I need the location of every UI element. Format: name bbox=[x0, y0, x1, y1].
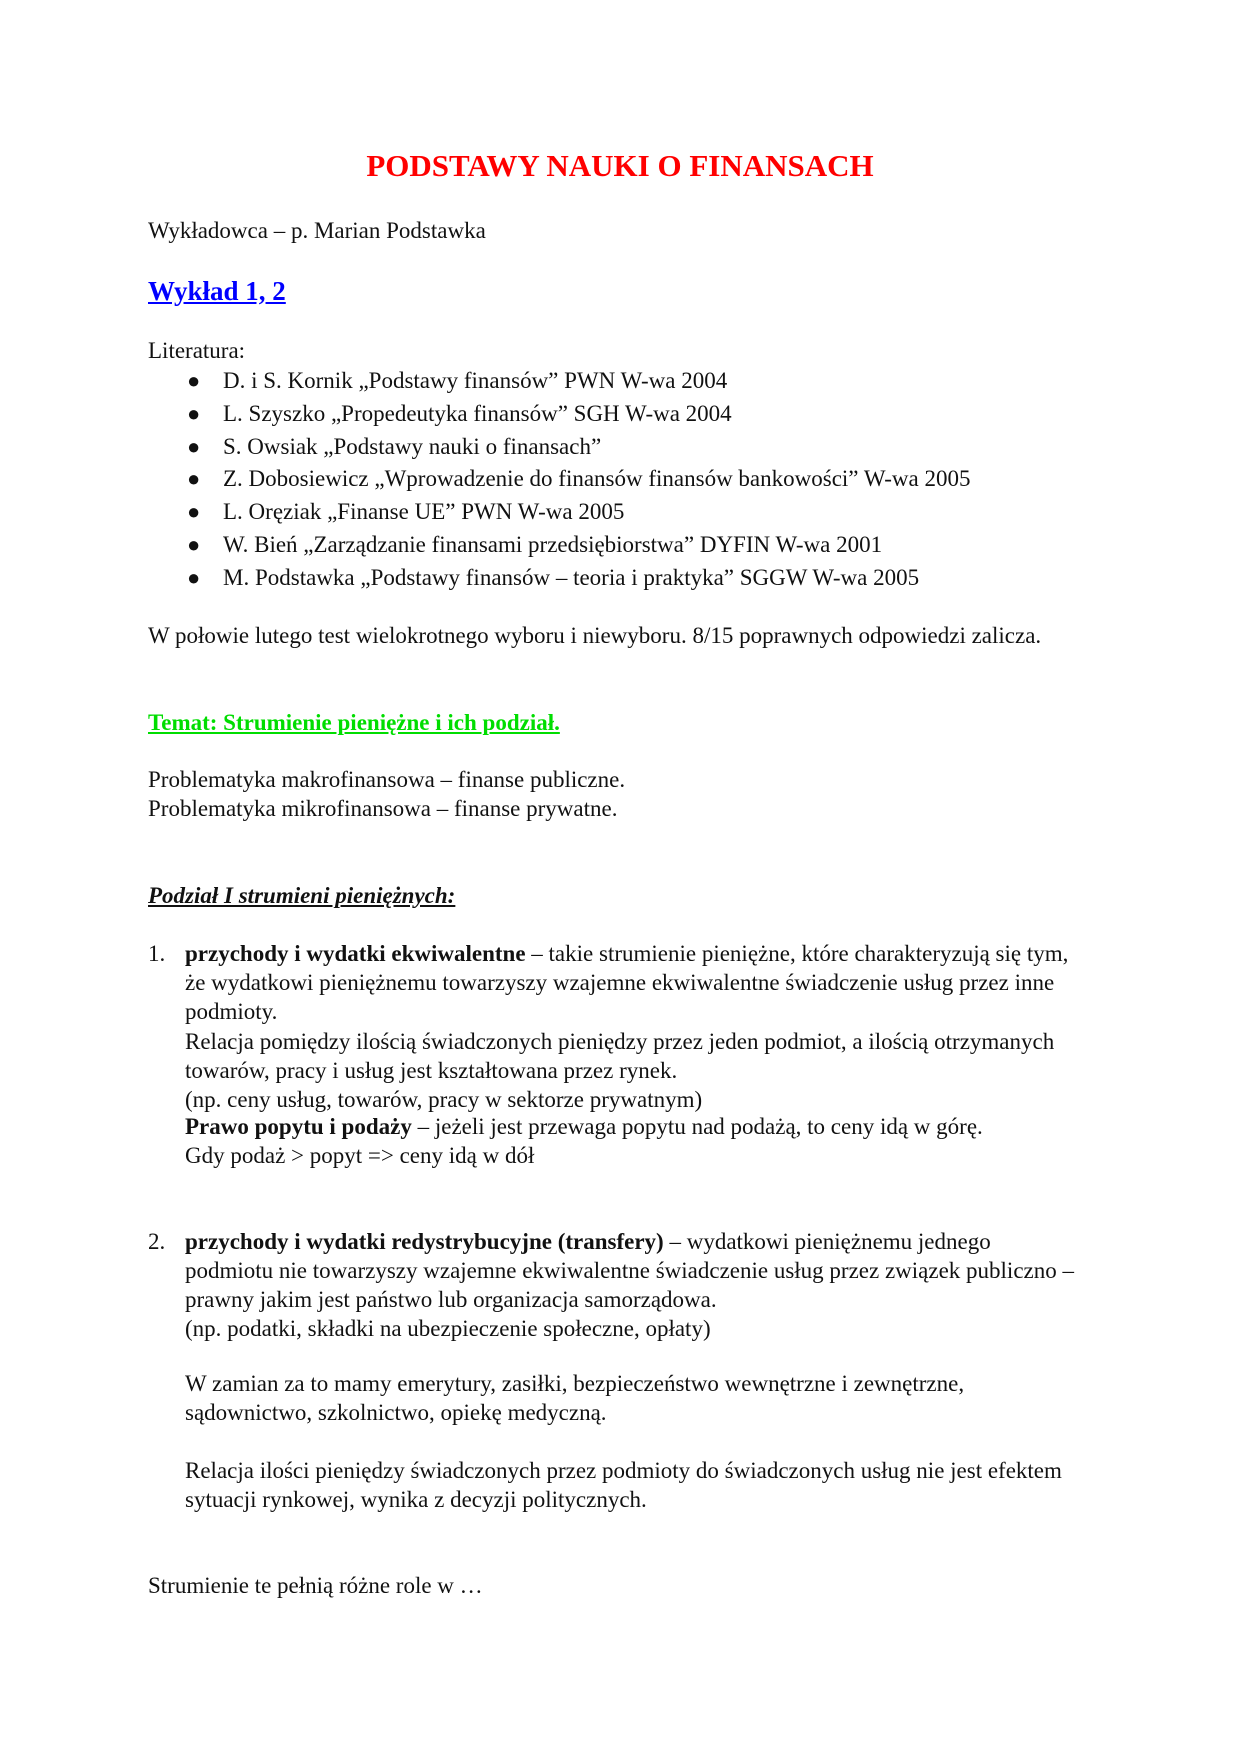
division-heading: Podział I strumieni pieniężnych: bbox=[148, 883, 456, 908]
law-text: – jeżeli jest przewaga popytu nad podażą, to ceny idą w górę. bbox=[411, 1114, 983, 1139]
item-relation: Relacja pomiędzy ilością świadczonych pieniędzy przez jeden podmiot, a ilością otrzymanych towarów, pracy i usług jest kształtowana przez rynek. bbox=[185, 1029, 1055, 1083]
literature-item: ● Z. Dobosiewicz „Wprowadzenie do finansów finansów bankowości” W-wa 2005 bbox=[223, 463, 971, 496]
topic-heading: Temat: Strumienie pieniężne i ich podział. bbox=[148, 710, 560, 735]
bullet-icon: ● bbox=[187, 368, 201, 393]
closing-line: Strumienie te pełnią różne role w … bbox=[148, 1573, 483, 1598]
item-number: 2. bbox=[148, 1229, 166, 1254]
bullet-icon: ● bbox=[187, 564, 201, 590]
literature-item: ● W. Bień „Zarządzanie finansami przedsiębiorstwa” DYFIN W-wa 2001 bbox=[223, 529, 971, 562]
bullet-icon: ● bbox=[187, 400, 201, 426]
test-info: W połowie lutego test wielokrotnego wyboru i niewyboru. 8/15 poprawnych odpowiedzi zalicza. bbox=[148, 623, 1042, 648]
literature-item: ● L. Szyszko „Propedeutyka finansów” SGH W-wa 2004 bbox=[223, 398, 971, 431]
item-exchange: W zamian za to mamy emerytury, zasiłki, bezpieczeństwo wewnętrzne i zewnętrzne, sądownictwo, szkolnictwo, opiekę medyczną. bbox=[185, 1371, 965, 1425]
problem-micro: Problematyka mikrofinansowa – finanse prywatne. bbox=[148, 796, 618, 821]
item-law-block bbox=[185, 1112, 1080, 1170]
bullet-icon: ● bbox=[187, 433, 201, 459]
law-text-2: Gdy podaż > popyt => ceny idą w dół bbox=[185, 1143, 535, 1168]
literature-list bbox=[187, 365, 971, 595]
item-definition bbox=[185, 939, 1080, 1026]
item-example: (np. ceny usług, towarów, pracy w sektorze prywatnym) bbox=[185, 1087, 703, 1112]
literature-label: Literatura: bbox=[148, 338, 246, 363]
literature-item: ● L. Oręziak „Finanse UE” PWN W-wa 2005 bbox=[223, 496, 971, 529]
item-definition-text: – takie strumienie pieniężne, które charakteryzują się tym, że wydatkowi pieniężnemu towarzyszy wzajemne ekwiwalentne świadczenie usług przez inne podmioty. bbox=[185, 941, 1069, 1024]
problems-block bbox=[148, 765, 1080, 823]
document-title: PODSTAWY NAUKI O FINANSACH bbox=[366, 148, 874, 183]
bullet-icon: ● bbox=[187, 499, 201, 525]
problem-macro: Problematyka makrofinansowa – finanse publiczne. bbox=[148, 767, 626, 792]
bullet-icon: ● bbox=[187, 531, 201, 557]
lecture-heading: Wykład 1, 2 bbox=[148, 276, 286, 306]
literature-item: ● S. Owsiak „Podstawy nauki o finansach” bbox=[223, 431, 971, 464]
item-law bbox=[185, 1112, 1080, 1141]
item-relation-block bbox=[185, 1027, 1080, 1114]
literature-item: ● M. Podstawka „Podstawy finansów – teoria i praktyka” SGGW W-wa 2005 bbox=[223, 562, 971, 595]
item-definition-text: – wydatkowi pieniężnemu jednego podmiotu nie towarzyszy wzajemne ekwiwalentne świadczenie usług przez związek publiczno – prawny jakim jest państwo lub organizacja samorządowa. bbox=[185, 1229, 1074, 1312]
item-relation: Relacja ilości pieniędzy świadczonych przez podmioty do świadczonych usług nie jest efektem sytuacji rynkowej, wynika z decyzji politycznych. bbox=[185, 1458, 1062, 1512]
item-number: 1. bbox=[148, 941, 166, 966]
lecturer-line: Wykładowca – p. Marian Podstawka bbox=[148, 218, 486, 243]
item-definition bbox=[185, 1227, 1080, 1343]
bullet-icon: ● bbox=[187, 466, 201, 492]
literature-item: ● D. i S. Kornik „Podstawy finansów” PWN W-wa 2004 bbox=[223, 365, 971, 398]
item-example: (np. podatki, składki na ubezpieczenie społeczne, opłaty) bbox=[185, 1316, 711, 1341]
item-term: przychody i wydatki ekwiwalentne bbox=[185, 941, 526, 966]
item-term: przychody i wydatki redystrybucyjne (transfery) bbox=[185, 1229, 664, 1254]
law-term: Prawo popytu i podaży bbox=[185, 1114, 412, 1139]
